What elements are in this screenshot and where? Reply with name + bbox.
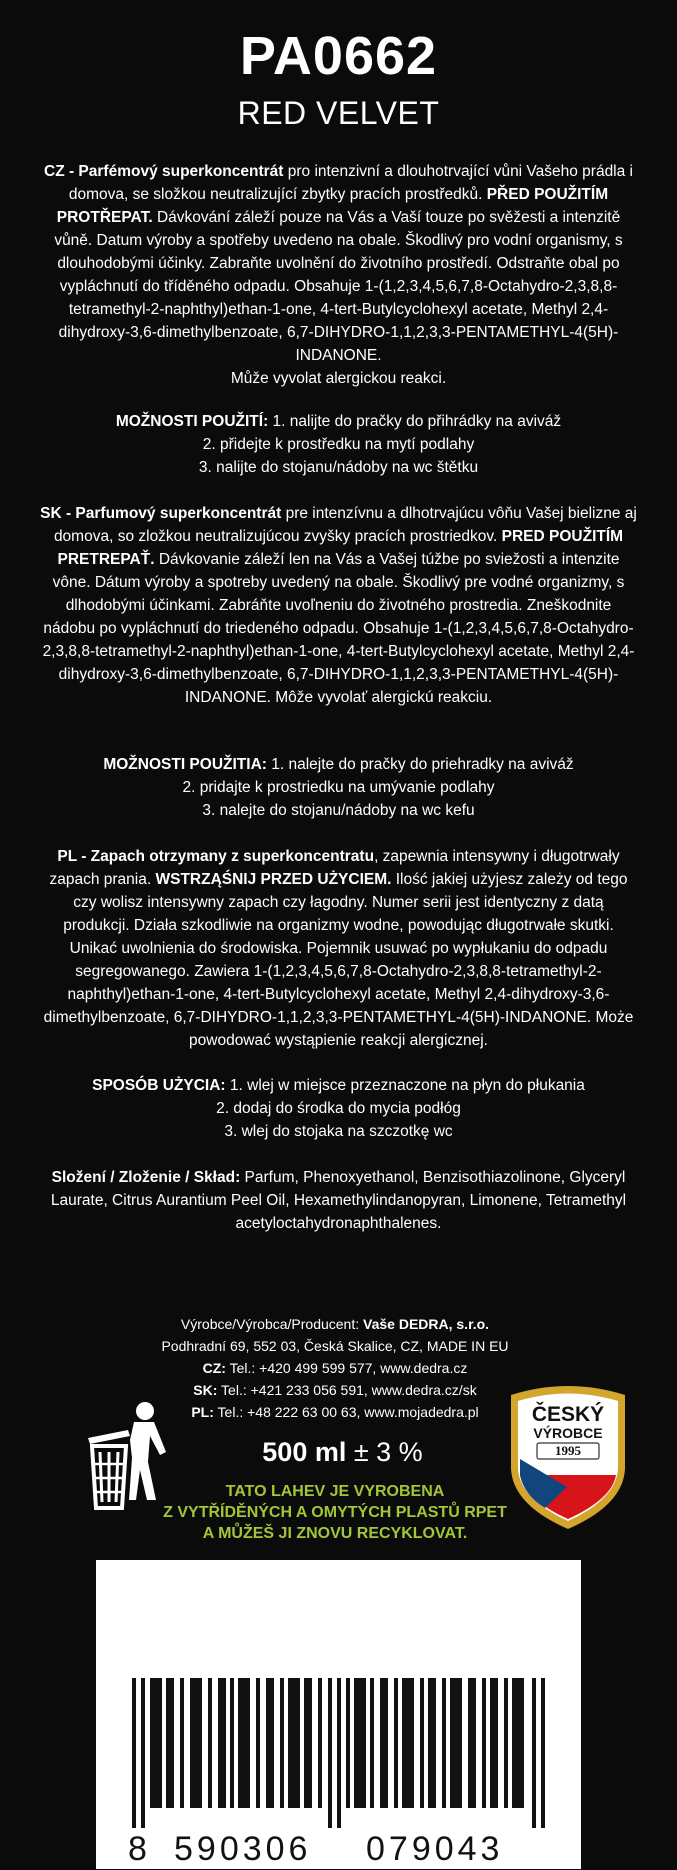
producer-pl-text: Tel.: +48 222 63 00 63, www.mojadedra.pl	[213, 1404, 479, 1420]
producer-company: Vaše DEDRA, s.r.o.	[363, 1316, 490, 1332]
recycle-line-1: TATO LAHEV JE VYROBENA	[225, 1483, 445, 1500]
cz-allergy: Může vyvolat alergickou reakci.	[230, 370, 447, 387]
producer-line	[150, 1313, 520, 1335]
cz-usage-1: 1. nalijte do pračky do přihrádky na aviváž	[268, 413, 562, 430]
pl-usage	[40, 1074, 637, 1143]
cesky-vyrobce-badge-icon	[505, 1383, 631, 1533]
sk-description	[40, 502, 637, 709]
barcode-digits	[128, 1830, 558, 1870]
producer-cz-contact	[150, 1357, 520, 1379]
sk-usage-2: 2. pridajte k prostriedku na umývanie podlahy	[182, 779, 495, 796]
recycle-line-2: Z VYTŘÍDĚNÝCH A OMYTÝCH PLASTŮ RPET	[163, 1504, 507, 1521]
producer-cz-text: Tel.: +420 499 599 577, www.dedra.cz	[225, 1360, 468, 1376]
sk-intro-text: pre intenzívnu a dlhotrvajúcu vôňu Vašej bielizne aj domova, so zložkou neutralizujúcou zvyšky pracích prostriedkov.	[53, 505, 637, 545]
barcode-icon	[132, 1678, 546, 1828]
sk-intro-bold: SK - Parfumový superkoncentrát	[40, 505, 282, 522]
cz-warning: PŘED POUŽITÍM PROTŘEPAT.	[56, 186, 609, 226]
producer-cz-label: CZ:	[202, 1360, 226, 1376]
producer-address: Podhradní 69, 552 03, Česká Skalice, CZ, MADE IN EU	[161, 1338, 509, 1354]
product-name: RED VELVET	[237, 95, 440, 131]
barcode-digits-right: 079043	[366, 1830, 504, 1868]
badge-line-2: VÝROBCE	[533, 1425, 603, 1441]
cz-usage-title: MOŽNOSTI POUŽITÍ:	[115, 413, 269, 430]
composition	[40, 1166, 637, 1235]
recycle-note	[150, 1481, 520, 1544]
cz-usage-3: 3. nalijte do stojanu/nádoby na wc štětku	[198, 459, 479, 476]
pl-intro-text: , zapewnia intensywny i długotrwały zapach prania.	[49, 848, 620, 888]
sk-usage-3: 3. nalejte do stojanu/nádoby na wc kefu	[202, 802, 475, 819]
sk-warning: PRED POUŽITÍM PRETREPAŤ.	[57, 528, 624, 568]
pl-usage-1: 1. wlej w miejsce przeznaczone na płyn do płukania	[225, 1077, 585, 1094]
sk-usage	[40, 753, 637, 822]
composition-text: Parfum, Phenoxyethanol, Benzisothiazolinone, Glyceryl Laurate, Citrus Aurantium Peel Oil, Hexamethylindanopyran, Limonene, Tetramethyl acetyloctahydronaphthalenes.	[50, 1169, 627, 1232]
sk-usage-1: 1. nalejte do pračky do priehradky na aviváž	[266, 756, 574, 773]
badge-year: 1995	[555, 1443, 581, 1458]
producer-sk-text: Tel.: +421 233 056 591, www.dedra.cz/sk	[217, 1382, 477, 1398]
pl-warning: WSTRZĄŚNIJ PRZED UŻYCIEM.	[155, 871, 392, 888]
cz-body: Dávkování záleží pouze na Vás a Vaší touze po svěžesti a intenzitě vůně. Datum výroby a spotřeby uvedeno na obale. Škodlivý pro vodní organismy, s dlouhodobými účinky. Zabraňte uvolnění do životního prostředí. Odstraňte obal po vypláchnutí do tříděného odpadu. Obsahuje 1-(1,2,3,4,5,6,7,8-Octahydro-2,3,8,8-tetramethyl-2-naphthyl)ethan-1-one, 4-tert-Butylcyclohexyl acetate, Methyl 2,4-dihydroxy-3,6-dimethylbenzoate, 6,7-DIHYDRO-1,1,2,3,3-PENTAMETHYL-4(5H)-INDANONE.	[54, 209, 623, 364]
producer-sk-label: SK:	[193, 1382, 218, 1398]
pl-body: Ilość jakiej użyjesz zależy od tego czy wolisz intensywny zapach czy łagodny. Numer serii jest identyczny z datą produkcji. Działa szkodliwie na organizmy wodne, powodując długotrwałe skutki. Unikać uwolnienia do środowiska. Pojemnik usuwać po wypłukaniu do odpadu segregowanego. Zawiera 1-(1,2,3,4,5,6,7,8-Octahydro-2,3,8,8-tetramethyl-2-naphthyl)ethan-1-one, 4-tert-Butylcyclohexyl acetate, Methyl 2,4-dihydroxy-3,6-dimethylbenzoate, 6,7-DIHYDRO-1,1,2,3,3-PENTAMETHYL-4(5H)-INDANONE. Może powodować wystąpienie reakcji alergicznej.	[43, 871, 634, 1049]
pl-description	[40, 845, 637, 1052]
sk-body: Dávkovanie záleží len na Vás a Vašej túžbe po sviežosti a intenzite vône. Dátum výroby a spotreby uvedený na obale. Škodlivý pre vodné organizmy, s dlhodobými účinkami. Zabráňte uvoľneniu do životného prostredia. Zneškodnite nádobu po vypláchnutí do triedeného odpadu. Obsahuje 1-(1,2,3,4,5,6,7,8-Octahydro-2,3,8,8-tetramethyl-2-naphthyl)ethan-1-one, 4-tert-Butylcyclohexyl acetate, Methyl 2,4-dihydroxy-3,6-dimethylbenzoate, 6,7-DIHYDRO-1,1,2,3,3-PENTAMETHYL-4(5H)-INDANONE. Môže vyvolať alergickú reakciu.	[42, 551, 635, 706]
pl-intro-bold: PL - Zapach otrzymany z superkoncentratu	[57, 848, 375, 865]
cz-intro-text: pro intenzivní a dlouhotrvající vůni Vašeho prádla i domova, se složkou neutralizující zbytky pracích prostředků.	[68, 163, 633, 203]
cz-usage-2: 2. přidejte k prostředku na mytí podlahy	[202, 436, 475, 453]
recycle-line-3: A MŮŽEŠ JI ZNOVU RECYKLOVAT.	[202, 1525, 468, 1542]
pl-usage-title: SPOSÓB UŻYCIA:	[92, 1077, 226, 1094]
cz-description	[40, 160, 637, 390]
volume-tolerance: ± 3 %	[346, 1437, 423, 1467]
producer-info	[150, 1313, 520, 1423]
producer-pl-label: PL:	[191, 1404, 214, 1420]
badge-line-1: ČESKÝ	[531, 1403, 605, 1426]
composition-title: Složení / Zloženie / Skład:	[51, 1169, 241, 1186]
producer-pl-contact	[150, 1401, 520, 1423]
producer-sk-contact	[150, 1379, 520, 1401]
volume	[200, 1435, 485, 1469]
product-code: PA0662	[239, 26, 438, 86]
producer-label: Výrobce/Výrobca/Producent:	[180, 1316, 364, 1332]
pl-usage-2: 2. dodaj do środka do mycia podłóg	[216, 1100, 461, 1117]
barcode-digits-left: 590306	[174, 1830, 312, 1868]
volume-amount: 500 ml	[262, 1437, 347, 1467]
cz-usage	[40, 410, 637, 479]
barcode-digit-first: 8	[128, 1830, 147, 1868]
cz-intro-bold: CZ - Parfémový superkoncentrát	[44, 163, 284, 180]
pl-usage-3: 3. wlej do stojaka na szczotkę wc	[224, 1123, 453, 1140]
sk-usage-title: MOŽNOSTI POUŽITIA:	[103, 756, 267, 773]
